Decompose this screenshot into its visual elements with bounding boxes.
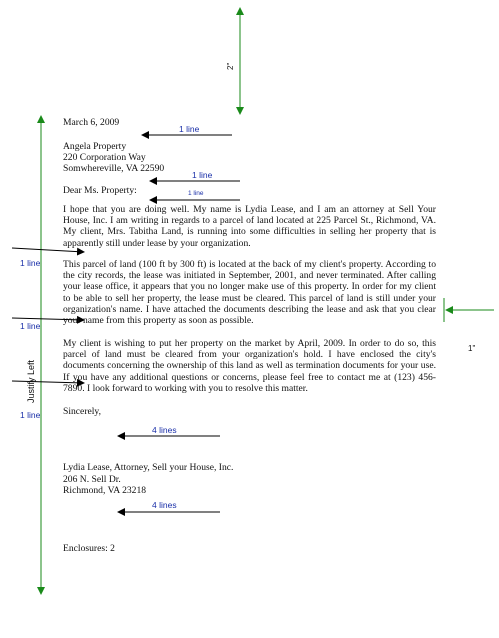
recipient-city: Somwhereville, VA 22590 [63, 163, 165, 174]
letter-date: March 6, 2009 [63, 117, 120, 128]
label-after-date: 1 line [179, 124, 200, 134]
label-after-address: 1 line [192, 170, 213, 180]
sender-city: Richmond, VA 23218 [63, 485, 147, 496]
label-after-salutation: 1 line [188, 190, 204, 197]
label-left-line-2: 1 line [20, 321, 41, 331]
label-left-line-3: 1 line [20, 410, 41, 420]
label-right-margin: 1" [468, 344, 476, 353]
sender-name: Lydia Lease, Attorney, Sell your House, Inc. [63, 462, 234, 473]
label-after-sender: 4 lines [152, 500, 177, 510]
label-signature-space: 4 lines [152, 425, 177, 435]
label-top-margin: 2" [226, 62, 235, 70]
body-paragraph-2: This parcel of land (100 ft by 300 ft) is located at the back of my client's property. According to the city records, the lease was initiated in September, 2001, and never terminated. After calling your lease office, it appears that you no longer make use of this property. In order for my client to be able to sell her property, the lease must be cleared. This parcel of land is still under your organization's name. I have attached the documents describing the lease and ask that you clear your name from this property as soon as possible. [63, 259, 436, 327]
body-paragraph-1: I hope that you are doing well. My name is Lydia Lease, and I am an attorney at Sell Your House, Inc. I am writing in regards to a parcel of land located at 225 Parcel St., Richmond, VA. My client, Mrs. Tabitha Land, is running into some difficulties in selling her property that is apparently still under lease by your organization. [63, 204, 436, 249]
right-margin-guide [444, 298, 494, 322]
enclosures: Enclosures: 2 [63, 543, 115, 554]
recipient-street: 220 Corporation Way [63, 152, 146, 163]
label-justify-left: Justify Left [26, 359, 36, 403]
body-paragraph-3: My client is wishing to put her property on the market by April, 2009. In order to do so, this parcel of land must be cleared from your organization's hold. I have enclosed the city's documents concerning the ownership of this land as well as termination documents for your use. If you have any additional questions or concerns, please feel free to contact me at (123) 456-7890. I look forward to working with you to resolve this matter. [63, 338, 436, 394]
closing: Sincerely, [63, 406, 102, 417]
salutation: Dear Ms. Property: [63, 185, 137, 196]
sender-street: 206 N. Sell Dr. [63, 474, 121, 485]
label-left-line-1: 1 line [20, 258, 41, 268]
recipient-name: Angela Property [63, 141, 127, 152]
